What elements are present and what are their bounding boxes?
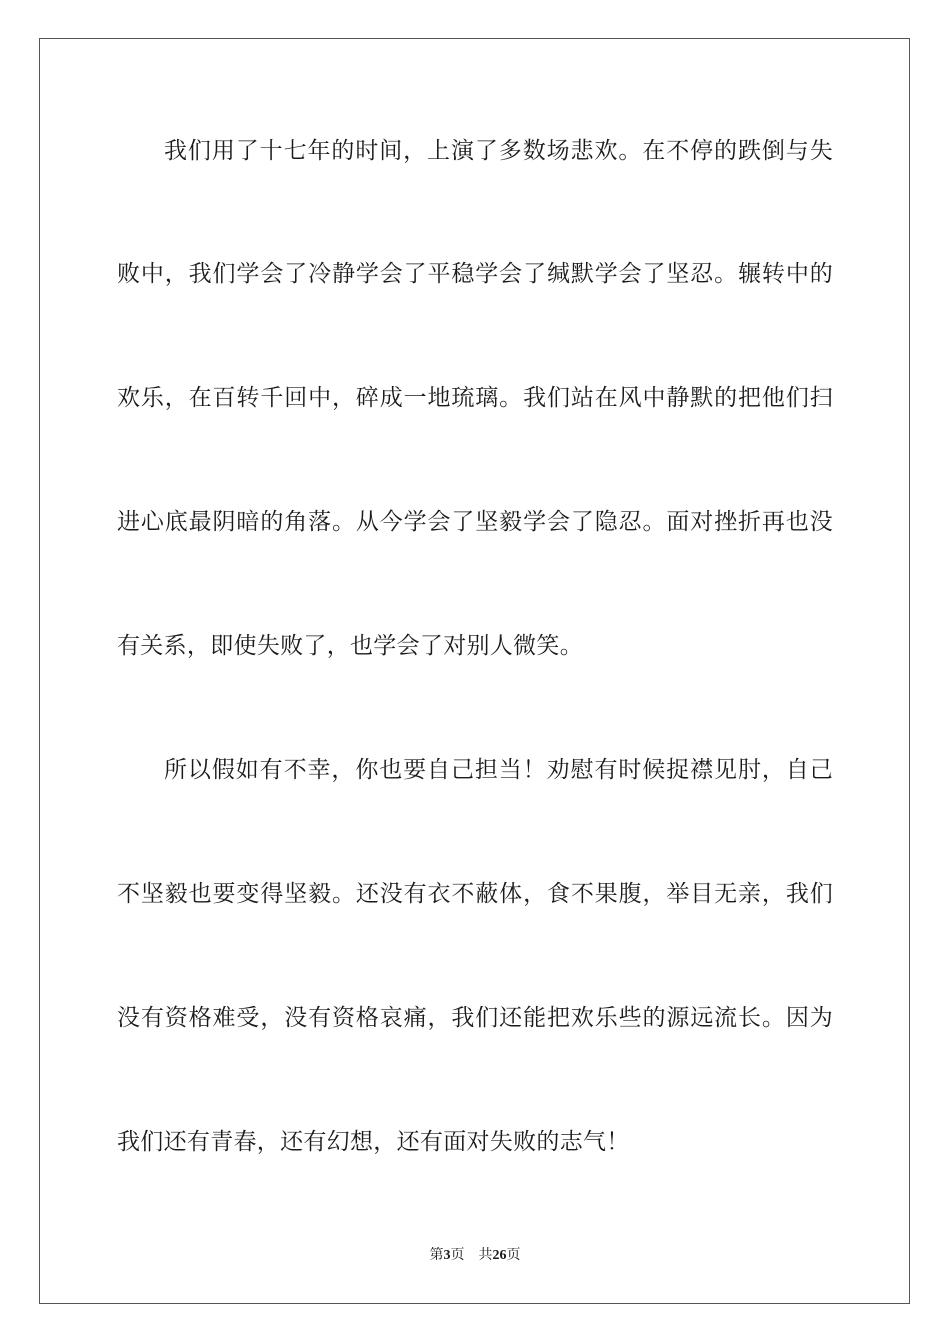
current-page-number: 3: [443, 1248, 451, 1263]
paragraph-2-line-3: 没有资格难受，没有资格哀痛，我们还能把欢乐些的源远流长。因为: [117, 1005, 833, 1031]
paragraph-2-line-2: 不坚毅也要变得坚毅。还没有衣不蔽体，食不果腹，举目无亲，我们: [117, 881, 833, 907]
total-pages-number: 26: [492, 1248, 507, 1263]
paragraph-1-line-3: 欢乐，在百转千回中，碎成一地琉璃。我们站在风中静默的把他们扫: [117, 385, 833, 411]
paragraph-1-line-1: 我们用了十七年的时间，上演了多数场悲欢。在不停的跌倒与失: [164, 138, 833, 164]
page-border: [39, 38, 910, 1304]
page-footer: [0, 1246, 950, 1265]
total-prefix: 共: [478, 1247, 493, 1263]
paragraph-1-line-4: 进心底最阴暗的角落。从今学会了坚毅学会了隐忍。面对挫折再也没: [117, 509, 833, 535]
paragraph-2-line-4: 我们还有青春，还有幻想，还有面对失败的志气！: [117, 1129, 630, 1155]
page-suffix: 页: [450, 1247, 465, 1263]
page-prefix: 第: [429, 1247, 444, 1263]
paragraph-1-line-5: 有关系，即使失败了，也学会了对别人微笑。: [117, 633, 583, 659]
total-suffix: 页: [506, 1247, 521, 1263]
paragraph-1-line-2: 败中，我们学会了冷静学会了平稳学会了缄默学会了坚忍。辗转中的: [117, 261, 833, 287]
paragraph-2-line-1: 所以假如有不幸，你也要自己担当！劝慰有时候捉襟见肘，自己: [164, 757, 833, 783]
